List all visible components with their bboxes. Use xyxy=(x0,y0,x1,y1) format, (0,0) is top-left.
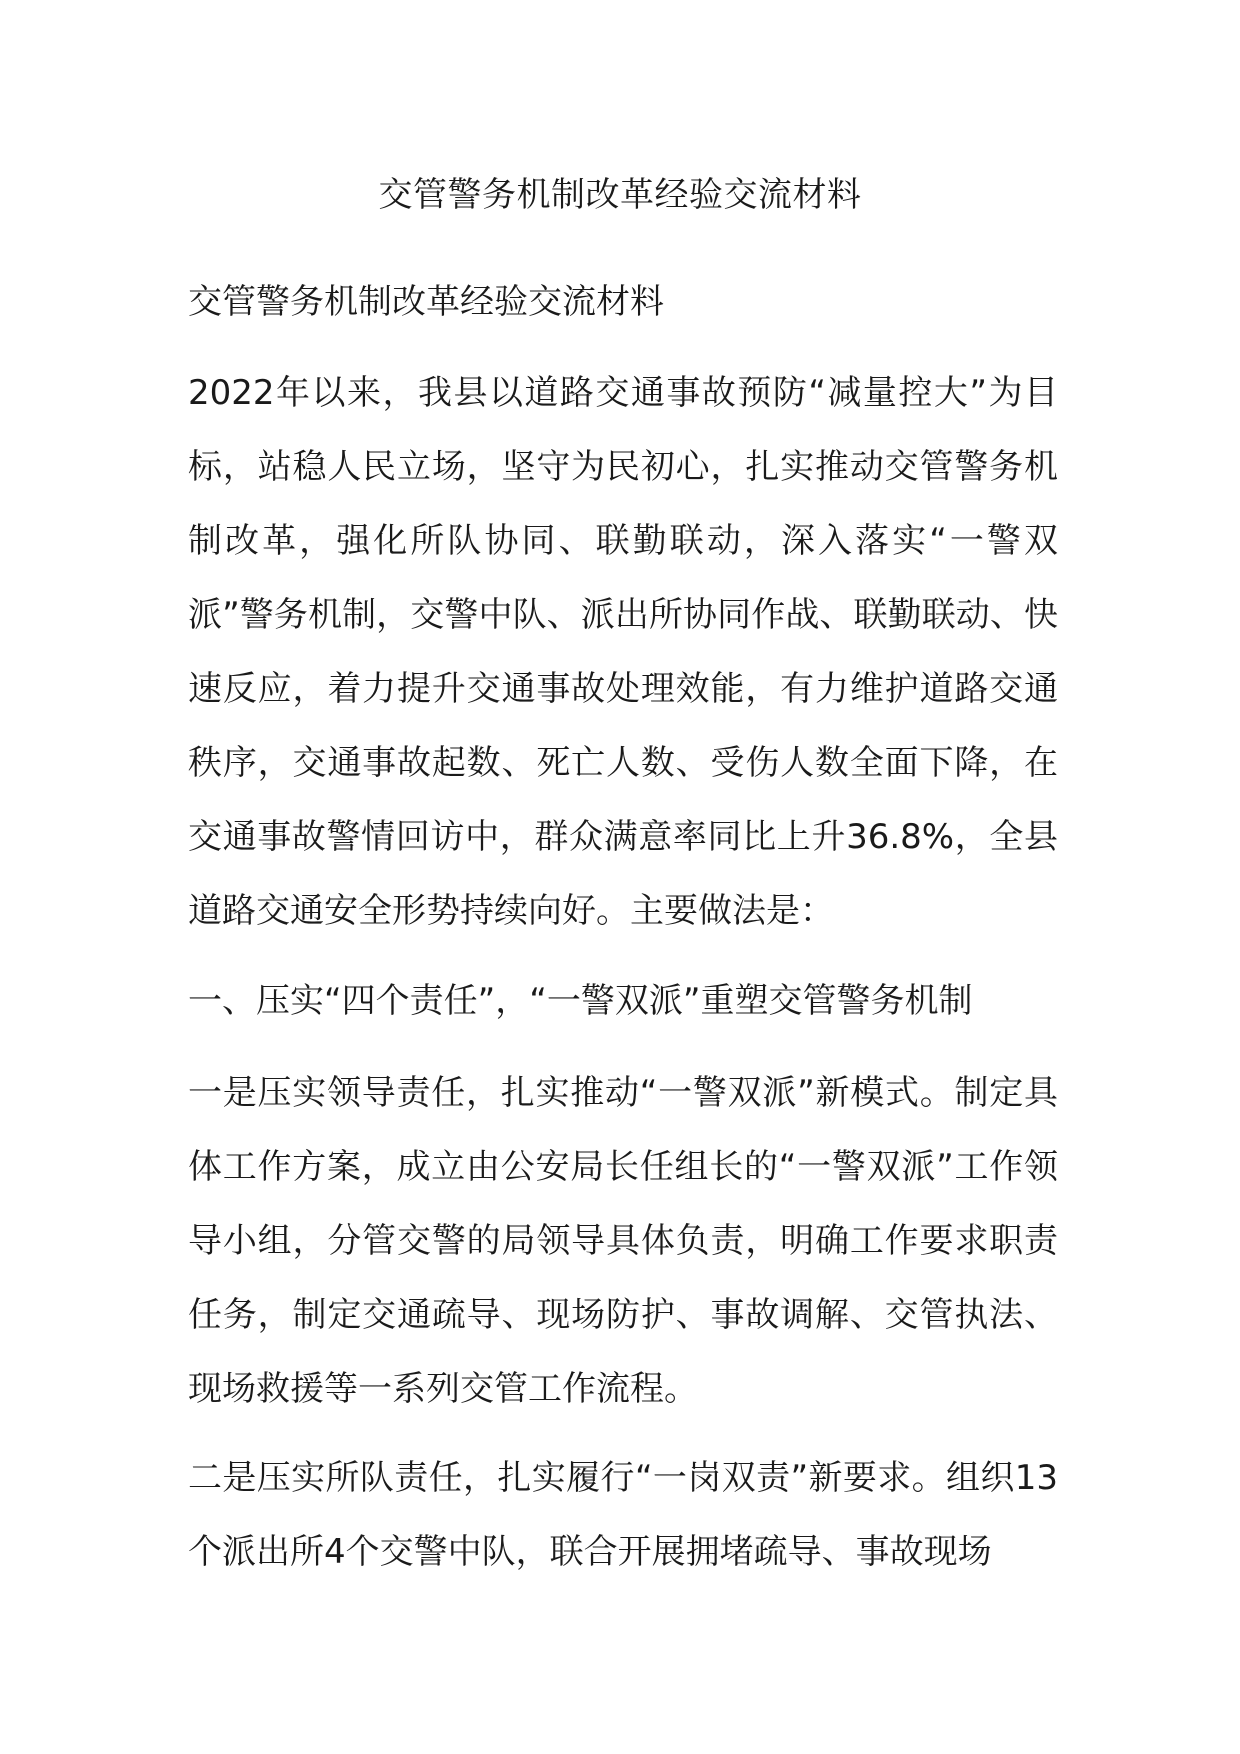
section-heading-one: 一、压实“四个责任”，“一警双派”重塑交管警务机制 xyxy=(188,981,973,1021)
document-title: 交管警务机制改革经验交流材料 xyxy=(378,175,862,215)
intro-paragraph: 2022年以来，我县以道路交通事故预防“减量控大”为目标，站稳人民立场，坚守为民初心，扎实推动交管警务机制改革，强化所队协同、联勤联动，深入落实“一警双派”警务机制，交警中队、派出所协同作战、联勤联动、快速反应，着力提升交通事故处理效能，有力维护道路交通秩序，交通事故起数、死亡人数、受伤人数全面下降，在交通事故警情回访中，群众满意率同比上升36.8%，全县道路交通安全形势持续向好。主要做法是： xyxy=(188,373,1058,931)
paragraph-point-one: 一是压实领导责任，扎实推动“一警双派”新模式。制定具体工作方案，成立由公安局长任组长的“一警双派”工作领导小组，分管交警的局领导具体负责，明确工作要求职责任务，制定交通疏导、现场防护、事故调解、交管执法、现场救援等一系列交管工作流程。 xyxy=(188,1073,1058,1409)
document-subtitle: 交管警务机制改革经验交流材料 xyxy=(188,282,664,322)
paragraph-point-two: 二是压实所队责任，扎实履行“一岗双责”新要求。组织13个派出所4个交警中队，联合开展拥堵疏导、事故现场 xyxy=(188,1458,1058,1572)
